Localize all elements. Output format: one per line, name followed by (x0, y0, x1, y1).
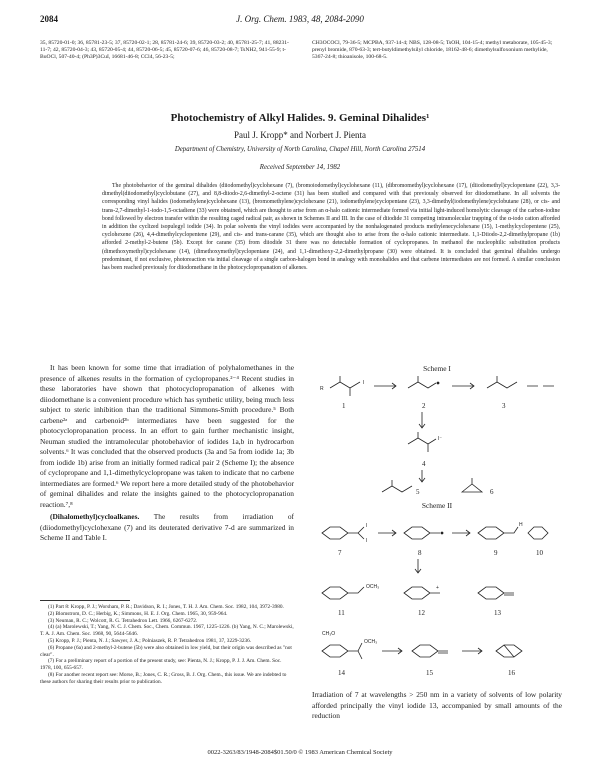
structure-2 (408, 376, 439, 388)
reaction-arrow (462, 648, 482, 654)
atom-label: OCH₃ (366, 584, 380, 590)
atom-label: I (366, 523, 368, 529)
footnote: (4) (a) Marolewski, T.; Yang, N. C. J. Chem. Soc., Chem. Commun. 1967, 1225-1226. (b) Yang, N. C.; Marolewski, T. A. J. Am. Chem. Soc. 1968, 90, 5644-5646. (40, 624, 294, 638)
reaction-arrow (415, 559, 421, 573)
received-date: Received September 14, 1982 (259, 164, 341, 171)
footnote: (2) Blomstrom, D. C.; Herbig, K.; Simmons, H. E. J. Org. Chem. 1965, 30, 959-964. (48, 610, 228, 617)
registry-numbers-left: 35, 85720-01-0; 36, 85781-23-5; 37, 85720-02-1; 28, 85781-24-6; 39, 85720-03-2; 40, 85781-25-7; 41, 88231-11-7; 42, 85720-04-3; 43, 85720-05-4; 44, 85720-06-5; 45, 85720-07-6; 46, 85720-08-7; TsNH2, 941-55-9; t-BuOCl, 507-40-4; (Ph3P)3CuI, 16681-46-8; CCl4, 56-23-5; (40, 40, 289, 61)
article-title: Photochemistry of Alkyl Halides. 9. Geminal Dihalides¹ (170, 112, 430, 124)
body-paragraph-1: It has been known for some time that irradiation of polyhalomethanes in the presence of alkenes results in the formation of cyclopropanes.²⁻⁴ Recent studies in these laboratories have shown that photocyclopropanation of alkenes with diiodomethane is a convenient procedure which has synthetic utility, being much less subject to steric inhibition than the traditional Simmons-Smith procedure.⁵ Both carbene²ᵃ and carbenoid²ᵇ intermediates have been suggested for the photocyclopropanation process. In an effort to gain further mechanistic insight, Neuman studied the intramolecular photobehavior of iodides 1a,b in hydrocarbon solvents.⁶ It was concluded that the observed products (3a and 5a from iodide 1a; 3b from iodide 1b) arise from an initially formed radical pair 2 (Scheme I); the absence of cyclopropane and 1,1-dimethylcyclopropane was taken to indicate that no carbene intermediates are formed.⁶ We report here a more detailed study of the photobehavior of geminal dihalides and relate the insights gained to the photocyclopropanation reaction.⁷,⁸ (40, 363, 294, 509)
atom-label: R (320, 386, 324, 392)
compound-label: 16 (508, 669, 515, 677)
structure-8 (404, 527, 443, 539)
structure-15 (412, 645, 448, 657)
body-paragraph-2-text: The results from irradiation of (diiodomethyl)cyclohexane (7) and its deuterated derivative 7-d are summarized in Scheme II and Table I. (40, 512, 295, 542)
footnote: (5) Kropp, P. J.; Pienta, N. J.; Sawyer, J. A.; Polniaszek, R. P. Tetrahedron 1981, 37, 3229-3236. (48, 637, 252, 644)
compound-label: 7 (338, 549, 342, 557)
reaction-arrow (419, 470, 425, 482)
atom-label: CH₃O (322, 631, 336, 637)
atom-label: I (366, 538, 368, 544)
article-authors: Paul J. Kropp* and Norbert J. Pienta (234, 130, 366, 140)
structure-7 (322, 523, 367, 544)
compound-label: 9 (494, 549, 498, 557)
abstract: The photobehavior of the geminal dihalides (diiodomethyl)cyclohexane (7), (bromoiodomethyl)cyclohexane (11), (dibromomethyl)cyclohexane (17), (diiodomethyl)cyclopentane (22), 3,3-dimethyl(diiodomethyl)cyclobutane (27), and 8,8-diiodo-2,6-dimethyl-2-octene (31) has been studied and compared with that previously observed for diiodomethane. In all solvents the corresponding vinyl halides (iodomethylene)cyclohexane (13), (bromomethylene)cyclohexane (21), iodomethylene)cyclopentane (23), 3,3-dimethyl(iodomethylene)cyclobutane (28), or cis- and trans-2,7-dimethyl-1-iodo-1,5-octadiene (33) were obtained, which are thought to arise from an α-halo cationic intermediate formed via initial light-induced homolytic cleavage of the carbon-iodine bond followed by electron transfer within the resulting caged radical pair, as shown in Schemes II and III. In the case of diiodide 31 competing intramolecular trapping of the α-iodo cation afforded in addition the cyclized isopulegyl iodide (34). In polar solvents the vinyl iodides were accompanied by the nonhalogenated products methylenecyclohexane (15), 1-methylcyclopentene (25), cyclohexene (26), 4,4-dimethylcyclopentene (29), and cis- and trans-carane (35), which are thought also to arise from the α-halo cationic intermediate. 1,1-Diiodo-2,2-dimethylpropane (1b) afforded 2-methyl-2-butene (5b). Except for carane (35) from diiodide 31 there was no detectable formation of cyclopropanes. In methanol the nucleophilic substitution products (dimethoxymethyl)cyclohexane (14), (dimethoxymethyl)cyclopentane (24), and 1,1-dimethoxy-2,2-dimethylpropane (30) were obtained. It is concluded that geminal dihalides undergo predominant, if not exclusive, photoreaction via initial cleavage of a single carbon-halogen bond in analogy with monohalides and that carbene intermediates are not formed. A similar conclusion has been reached previously for diiodomethane in the photocyclopropanation of alkenes. (102, 183, 560, 272)
scheme-2-diagram (312, 511, 562, 686)
compound-label: 13 (494, 609, 501, 617)
scheme-1-diagram (312, 374, 562, 498)
compound-label: 12 (418, 609, 425, 617)
reaction-arrow (452, 530, 470, 536)
journal-citation: J. Org. Chem. 1983, 48, 2084-2090 (236, 14, 364, 24)
atom-label: I (363, 380, 365, 386)
footnote: (8) For another recent report see: Morse, B.; Jones, C. R.; Gross, B. J. Org. Chem., this issue. We are indebted to these authors for sharing their results prior to publication. (40, 671, 287, 685)
footnote-rule (40, 600, 130, 601)
atom-label: OCH₃ (364, 639, 378, 645)
footnote: (3) Neuman, R. C.; Wolcott, R. G. Tetrahedron Lett. 1966, 6267-6272. (48, 617, 198, 624)
structure-3 (487, 376, 517, 388)
reaction-arrow (382, 648, 402, 654)
svg-text:+: + (436, 585, 439, 591)
compound-label: 10 (536, 549, 543, 557)
structure-6 (462, 478, 482, 492)
registry-numbers-right: CH3OCOCl, 79-36-5; MCPBA, 937-14-4; NBS, 128-08-5; TsOH, 104-15-4; methyl metaborate, 105-45-3; prenyl bromide, 870-63-3; tert-butyldimethylsilyl chloride, 18162-48-6; dimethylsulfoxonium methylide, 5367-24-8; thioanisole, 100-68-5. (312, 40, 553, 61)
page-header (40, 14, 560, 28)
page-number: 2084 (40, 14, 58, 24)
footnotes (40, 604, 294, 686)
reaction-arrow (378, 530, 396, 536)
compound-label: 11 (338, 609, 345, 617)
compound-label: 3 (502, 402, 506, 410)
compound-label: 6 (490, 488, 494, 496)
compound-label: 2 (422, 402, 426, 410)
right-column-text: Irradiation of 7 at wavelengths > 250 nm in a variety of solvents of low polarity afforded principally the vinyl iodide 13, accompanied by small amounts of the reduction (312, 690, 562, 720)
reaction-arrow (419, 412, 425, 428)
atom-label: H (519, 522, 523, 528)
structure-12 (404, 585, 440, 599)
scheme-2-caption: Scheme II (421, 501, 453, 510)
footnote: (7) For a preliminary report of a portion of the present study, see: Pienta, N. J.; Kropp, P. J. J. Am. Chem. Soc. 1978, 100, 655-657. (40, 658, 282, 672)
structure-1 (320, 376, 364, 396)
compound-label: 1 (342, 402, 346, 410)
compound-label: 5 (416, 488, 420, 496)
compound-label: 15 (426, 669, 433, 677)
copyright-line: 0022-3263/83/1948-2084$01.50/0 © 1983 American Chemical Society (207, 749, 393, 756)
compound-label: 8 (418, 549, 422, 557)
structure-16 (496, 645, 522, 657)
body-paragraph-2 (40, 512, 294, 544)
section-heading: (Dihalomethyl)cycloalkanes. (50, 512, 140, 521)
structure-11 (322, 584, 379, 599)
structure-13 (478, 587, 514, 599)
structure-5 (382, 480, 412, 492)
structure-14 (322, 631, 377, 659)
scheme-1-caption: Scheme I (423, 364, 451, 373)
compound-label: 14 (338, 669, 345, 677)
reaction-arrow (452, 383, 474, 389)
atom-label: I⁻ (438, 436, 443, 442)
reaction-arrow (374, 383, 396, 389)
left-column-body (40, 363, 294, 544)
footnote: (6) Propane (6a) and 2-methyl-2-butene (5b) were also obtained in low yield, but their origin was described as "not clear". (40, 644, 292, 658)
structure-10 (528, 527, 548, 539)
structure-9 (478, 522, 523, 539)
author-affiliation: Department of Chemistry, University of North Carolina, Chapel Hill, North Carolina 27514 (174, 146, 426, 153)
footnote: (1) Part 8: Kropp, P. J.; Worsham, P. R.; Davidson, R. I.; Jones, T. H. J. Am. Chem. Soc. 1982, 104, 3972-3980. (48, 604, 284, 610)
structure-4 (408, 432, 442, 452)
compound-label: 4 (422, 460, 426, 468)
